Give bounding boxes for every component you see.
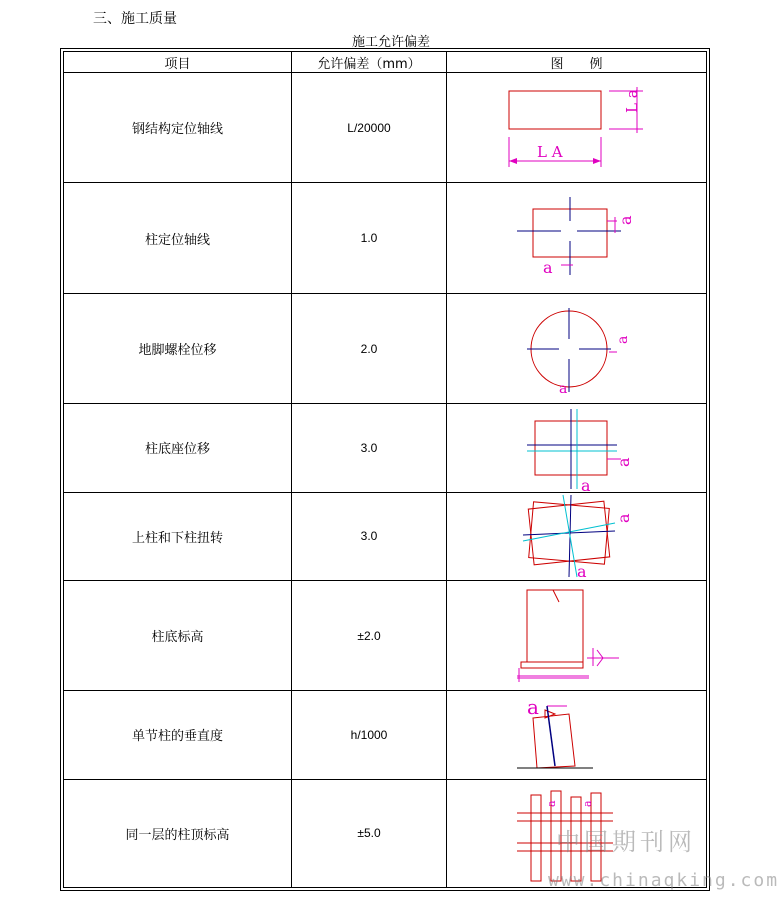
table-row [64,691,707,779]
figure-cell [447,492,707,580]
dimension-label-a: a [613,457,633,467]
item-cell: 柱底座位移 [64,404,292,492]
item-cell: 地脚螺栓位移 [64,293,292,403]
table-row [64,580,707,690]
item-cell: 钢结构定位轴线 [64,73,292,183]
figure-cell [447,293,707,403]
tolerance-cell: 3.0 [292,404,447,492]
column-header-tolerance: 允许偏差（mm） [292,52,447,73]
dimension-label-a: a [558,380,567,394]
figure-cell [447,404,707,492]
dimension-label-a: a [544,800,558,808]
figure-cell [447,73,707,183]
verticality-icon [497,692,657,778]
item-cell: 同一层的柱顶标高 [64,779,292,887]
table-caption: 施工允许偏差 [351,35,430,50]
watermark-url: www.chinaqking.com [548,870,780,891]
item-cell: 上柱和下柱扭转 [64,492,292,580]
table-row [64,492,707,580]
tolerance-cell: ±2.0 [292,580,447,690]
dimension-label-a: a [615,215,635,226]
tolerance-cell: h/1000 [292,691,447,779]
item-cell: 柱定位轴线 [64,183,292,293]
bolt-circle-icon [497,304,657,394]
tolerance-cell: ±5.0 [292,779,447,887]
column-header-figure: 图 例 [447,52,707,73]
dimension-label-a: a [576,562,587,580]
tolerance-cell: 1.0 [292,183,447,293]
figure-cell [447,691,707,779]
dimension-label-a: a [580,475,591,491]
tolerance-cell: L/20000 [292,73,447,183]
dimension-label-a: a [580,800,594,808]
figure-cell [447,580,707,690]
table-row [64,73,707,183]
table-header-row [64,52,707,73]
watermark [548,822,778,892]
dimension-label-a: a [542,258,553,278]
tolerance-cell: 2.0 [292,293,447,403]
base-shift-icon [497,405,657,491]
watermark-cn: 中国期刊网 [556,828,696,856]
table-row [64,183,707,293]
tolerance-table [63,51,707,888]
dimension-label-a: a [614,335,631,344]
figure-cell [447,183,707,293]
table-row [64,293,707,403]
tolerance-cell: 3.0 [292,492,447,580]
dimension-label-la: L A [536,142,563,161]
dimension-label-la-vertical: L a [622,89,641,113]
column-axis-icon [497,193,657,283]
column-twist-icon [497,493,657,579]
table-row [64,404,707,492]
dimension-label-a: a [613,513,633,524]
dimension-label-a: a [526,694,539,719]
base-elevation-icon [497,586,657,686]
column-header-item: 项目 [64,52,292,73]
section-heading: 三、施工质量 [93,11,177,27]
item-cell: 单节柱的垂直度 [64,691,292,779]
axis-rect-icon [497,83,657,173]
tolerance-table-frame [60,48,710,891]
item-cell: 柱底标高 [64,580,292,690]
